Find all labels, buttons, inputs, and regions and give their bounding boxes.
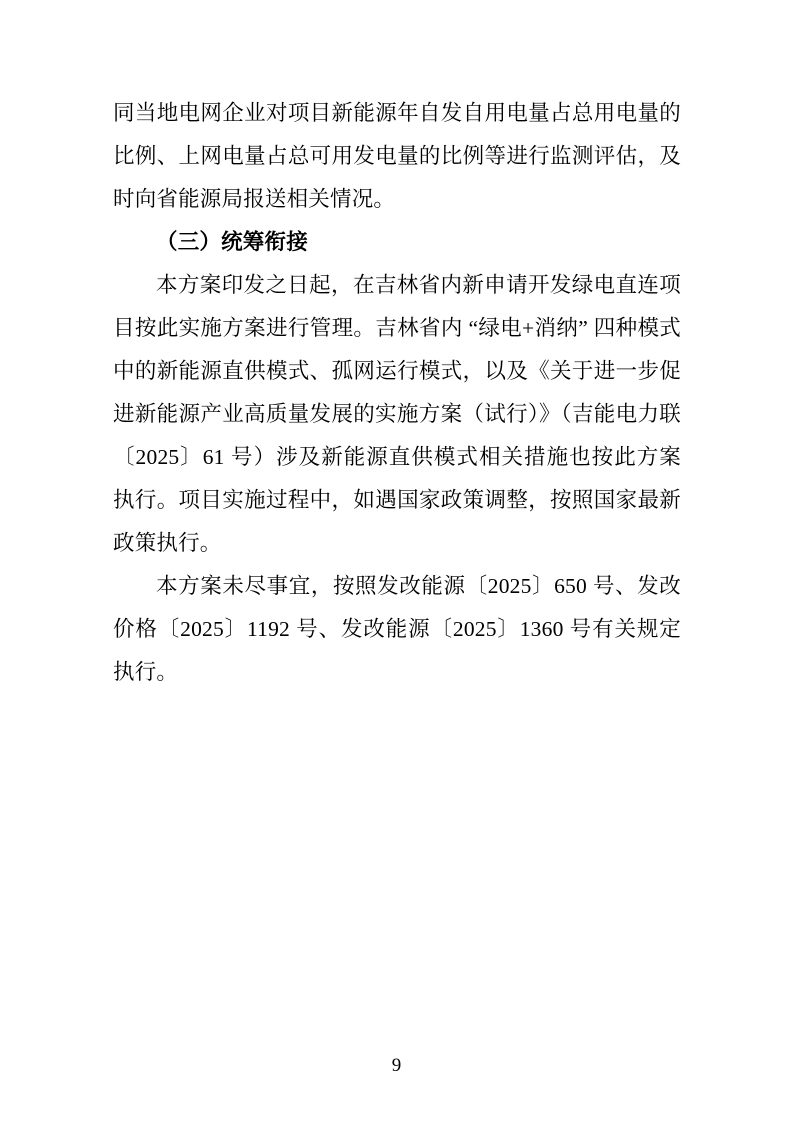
- section-heading-coordination: （三）统筹衔接: [156, 230, 308, 254]
- page-number: 9: [391, 1055, 402, 1076]
- paragraph-monitoring: 同当地电网企业对项目新能源年自发自用电量占总用电量的比例、上网电量占总可用发电量的比例等进行监测评估，及时向省能源局报送相关情况。: [113, 101, 681, 211]
- paragraph-scope: 本方案印发之日起，在吉林省内新申请开发绿电直连项目按此实施方案进行管理。吉林省内 “绿电+消纳” 四种模式中的新能源直供模式、孤网运行模式，以及《关于进一步促进新能源产业高质量发展的实施方案（试行）》（吉能电力联〔2025〕61 号）涉及新能源直供模式相关措施也按此方案执行。项目实施过程中，如遇国家政策调整，按照国家最新政策执行。: [113, 273, 681, 555]
- page-content: [113, 92, 681, 694]
- paragraph-reference: 本方案未尽事宜，按照发改能源〔2025〕650 号、发改价格〔2025〕1192 号、发改能源〔2025〕1360 号有关规定执行。: [113, 574, 681, 684]
